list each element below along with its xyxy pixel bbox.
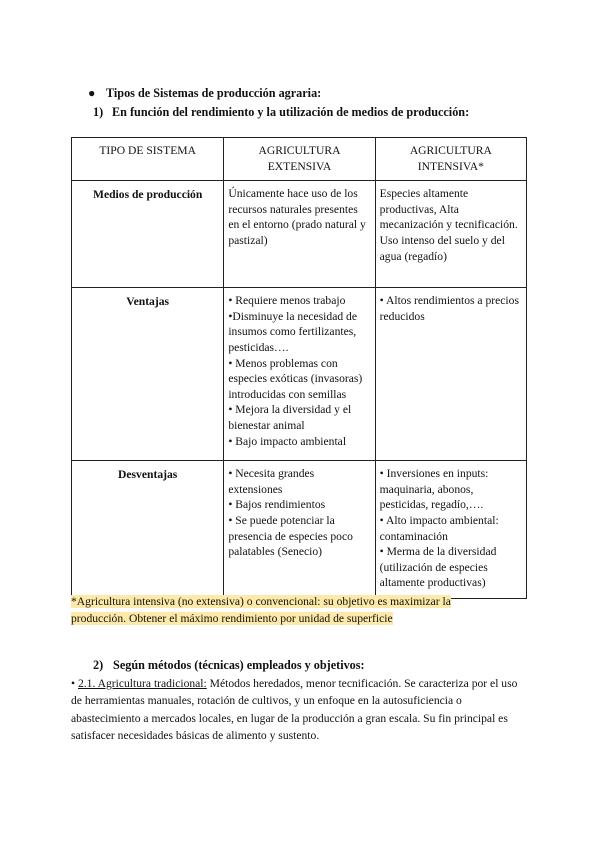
list-item: • Bajos rendimientos [228, 498, 326, 512]
header-extensiva: AGRICULTURA EXTENSIVA [224, 138, 375, 181]
list-item: • Mejora la diversidad y el bienestar animal [228, 403, 352, 432]
cell-text: Únicamente hace uso de los recursos naturales presentes en el entorno (prado natural y pastizal) [228, 187, 366, 247]
section-title [88, 86, 322, 101]
bullet-icon: • [71, 677, 78, 690]
cell-medios-intensiva [375, 181, 526, 288]
bullet-icon: ● [88, 86, 96, 100]
cell-desventajas-intensiva [375, 461, 526, 599]
paragraph-agricultura-tradicional [71, 675, 531, 745]
list-item: • Alto impacto ambiental: contaminación [379, 513, 499, 543]
section2-title [93, 658, 365, 673]
row-label-ventajas: Ventajas [72, 288, 224, 461]
cell-text: Especies altamente productivas, Alta mecanización y tecnificación. Uso intenso del suelo y del agua (regadío) [379, 187, 518, 263]
comparison-table [71, 137, 527, 599]
subtitle-number: 1) [93, 105, 104, 119]
row-label-medios: Medios de producción [72, 181, 224, 288]
list-item: •Disminuye la necesidad de insumos como fertilizantes, pesticidas…. [228, 309, 357, 354]
list-item: • Altos rendimientos a precios reducidos [379, 294, 519, 323]
footnote [71, 594, 471, 627]
subtitle-text: En función del rendimiento y la utilización de medios de producción: [112, 105, 470, 119]
cell-ventajas-extensiva [224, 288, 375, 461]
cell-ventajas-intensiva [375, 288, 526, 461]
row-label-desventajas: Desventajas [72, 461, 224, 599]
list-item: • Se puede potenciar la presencia de especies poco palatables (Senecio) [228, 513, 353, 559]
list-item: • Bajo impacto ambiental [228, 434, 347, 448]
section-title-text: Tipos de Sistemas de producción agraria: [106, 86, 322, 100]
table-row [72, 181, 527, 288]
header-tipo-sistema: TIPO DE SISTEMA [72, 138, 224, 181]
section-subtitle [93, 105, 469, 120]
term-agricultura-tradicional: 2.1. Agricultura tradicional: [77, 677, 207, 690]
section2-number: 2) [93, 658, 104, 672]
section2-title-text: Según métodos (técnicas) empleados y objetivos: [113, 658, 365, 672]
cell-desventajas-extensiva [224, 461, 375, 599]
table-header-row [72, 138, 527, 181]
table-row [72, 288, 527, 461]
list-item: • Merma de la diversidad (utilización de especies altamente productivas) [379, 545, 497, 590]
list-item: • Menos problemas con especies exóticas (invasoras) introducidas con semillas [228, 356, 363, 401]
paragraph-text: Métodos heredados, menor tecnificación. Se caracteriza por el uso de herramientas manuales, rotación de cultivos, y un enfoque en la autosuficiencia o abastecimiento a mercados locales, en lugar de la producción a gran escala. Su fin principal es satisfacer necesidades básicas de alimento y sustento. [71, 677, 518, 743]
footnote-text: *Agricultura intensiva (no extensiva) o convencional: su objetivo es maximizar la producción. Obtener el máximo rendimiento por unidad de superficie [71, 595, 451, 625]
list-item: • Requiere menos trabajo [228, 294, 346, 308]
list-item: • Necesita grandes extensiones [228, 467, 315, 496]
list-item: • Inversiones en inputs: maquinaria, abonos, pesticidas, regadío,…. [379, 467, 489, 512]
table-row [72, 461, 527, 599]
cell-medios-extensiva [224, 181, 375, 288]
header-intensiva: AGRICULTURA INTENSIVA* [375, 138, 526, 181]
